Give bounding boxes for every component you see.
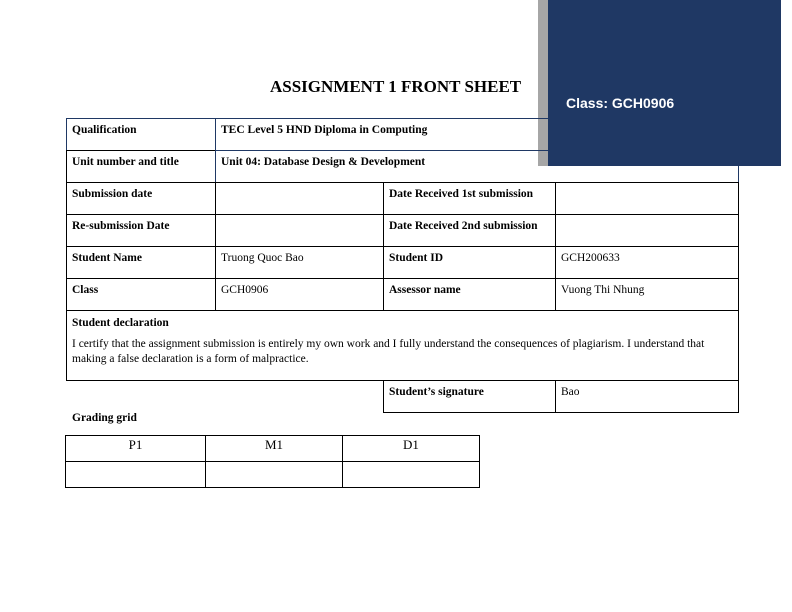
student-id-value: GCH200633	[555, 246, 739, 279]
qualification-label: Qualification	[66, 118, 216, 151]
date-received-2-label: Date Received 2nd submission	[383, 214, 556, 247]
grade-header-m1: M1	[205, 435, 343, 462]
declaration-text: I certify that the assignment submission is entirely my own work and I fully understand the consequences of plagiarism. I understand that making a false declaration is a form of malpractice.	[72, 338, 705, 365]
qualification-value: TEC Level 5 HND Diploma in Computing	[215, 118, 739, 151]
date-received-1-label: Date Received 1st submission	[383, 182, 556, 215]
date-received-2-value	[555, 214, 739, 247]
declaration-title: Student declaration	[72, 317, 169, 329]
grade-value-d1	[342, 461, 480, 488]
student-id-label: Student ID	[383, 246, 556, 279]
submission-date-label: Submission date	[66, 182, 216, 215]
class-label: Class	[66, 278, 216, 311]
class-value: GCH0906	[215, 278, 384, 311]
assessor-value: Vuong Thi Nhung	[555, 278, 739, 311]
grade-header-d1: D1	[342, 435, 480, 462]
resubmission-date-value	[215, 214, 384, 247]
resubmission-date-label: Re-submission Date	[66, 214, 216, 247]
signature-value: Bao	[555, 380, 739, 413]
student-declaration	[66, 310, 739, 381]
grade-value-p1	[65, 461, 206, 488]
unit-label: Unit number and title	[66, 150, 216, 183]
class-banner-label: Class: GCH0906	[566, 95, 675, 111]
student-name-label: Student Name	[66, 246, 216, 279]
assessor-label: Assessor name	[383, 278, 556, 311]
signature-label: Student’s signature	[383, 380, 556, 413]
grade-header-p1: P1	[65, 435, 206, 462]
grade-value-m1	[205, 461, 343, 488]
date-received-1-value	[555, 182, 739, 215]
submission-date-value	[215, 182, 384, 215]
student-name-value: Truong Quoc Bao	[215, 246, 384, 279]
page-title: ASSIGNMENT 1 FRONT SHEET	[270, 77, 522, 96]
grading-grid-label: Grading grid	[72, 412, 137, 424]
unit-value: Unit 04: Database Design & Development	[215, 150, 739, 183]
